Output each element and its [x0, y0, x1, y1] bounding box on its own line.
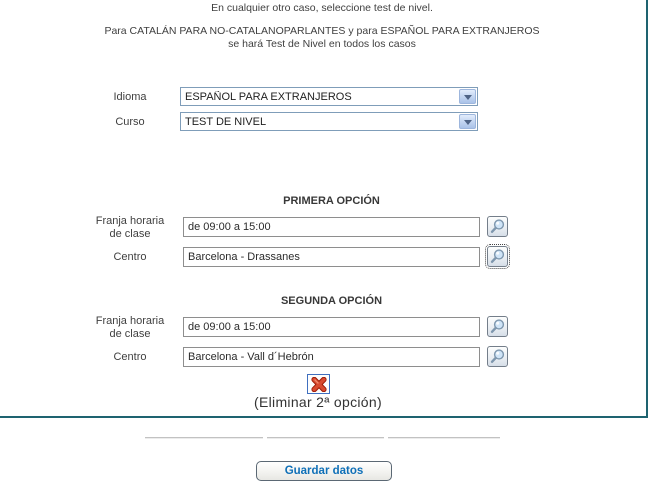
first-option-heading: PRIMERA OPCIÓN — [283, 195, 380, 207]
magnifier-icon — [489, 318, 506, 335]
centro-lookup-button-2[interactable] — [487, 346, 508, 367]
franja-label-line2: de clase — [109, 328, 151, 340]
franja-lookup-button-1[interactable] — [487, 216, 508, 237]
franja-horaria-input-1[interactable] — [183, 217, 480, 237]
centro-lookup-button-1[interactable] — [487, 246, 508, 267]
chevron-down-icon[interactable] — [459, 89, 476, 104]
magnifier-icon — [489, 348, 506, 365]
divider-line — [145, 437, 263, 439]
franja-horaria-input-2[interactable] — [183, 317, 480, 337]
centro-label-1: Centro — [113, 251, 147, 263]
divider-line — [267, 437, 384, 439]
centro-input-2[interactable] — [183, 347, 480, 367]
idioma-select[interactable] — [180, 87, 478, 106]
magnifier-icon — [489, 248, 506, 265]
curso-selected-value: TEST DE NIVEL — [185, 115, 267, 128]
intro-line-2: Para CATALÁN PARA NO-CATALANOPARLANTES y para ESPAÑOL PARA EXTRANJEROS — [104, 25, 540, 37]
idioma-label: Idioma — [113, 91, 147, 103]
centro-label-2: Centro — [113, 351, 147, 363]
idioma-selected-value: ESPAÑOL PARA EXTRANJEROS — [185, 90, 352, 103]
franja-label-line1: Franja horaria — [95, 215, 165, 227]
eliminar-caption: (Eliminar 2ª opción) — [254, 394, 382, 410]
red-x-icon — [311, 377, 327, 392]
curso-select[interactable] — [180, 112, 478, 131]
delete-second-option-button[interactable] — [307, 374, 330, 394]
franja-lookup-button-2[interactable] — [487, 316, 508, 337]
chevron-down-icon[interactable] — [459, 114, 476, 129]
franja-label-line1: Franja horaria — [95, 315, 165, 327]
magnifier-icon — [489, 218, 506, 235]
second-option-heading: SEGUNDA OPCIÓN — [280, 295, 383, 307]
divider-line — [388, 437, 500, 439]
centro-input-1[interactable] — [183, 247, 480, 267]
franja-label-line2: de clase — [109, 228, 151, 240]
curso-label: Curso — [115, 116, 145, 128]
intro-line-1: En cualquier otro caso, seleccione test de nivel. — [211, 2, 433, 14]
save-button[interactable]: Guardar datos — [256, 461, 392, 481]
intro-line-3: se hará Test de Nivel en todos los casos — [228, 38, 416, 50]
